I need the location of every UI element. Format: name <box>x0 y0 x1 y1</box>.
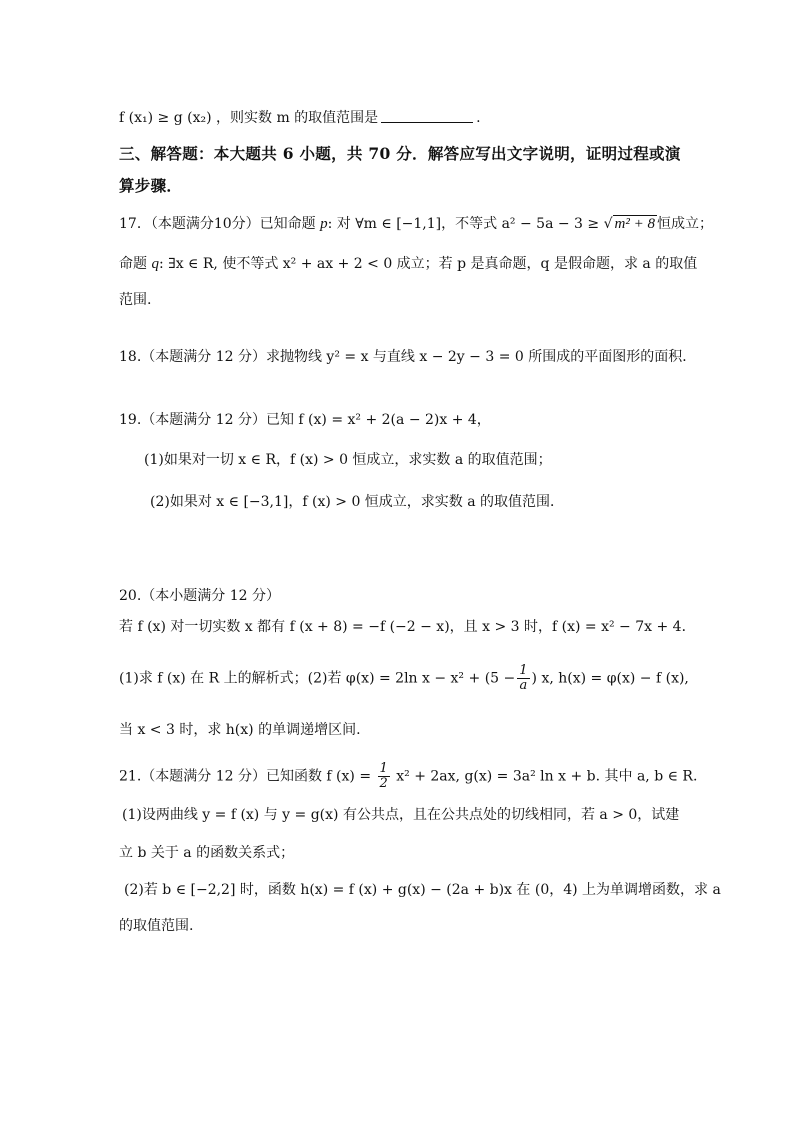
q19-line-1: 19.（本题满分 12 分）已知 f (x) = x² + 2(a − 2)x + 4， <box>119 412 491 428</box>
q21-formula: x² + 2ax, g(x) = 3a² ln x + b. 其中 a, b ∈ R. <box>396 768 698 785</box>
q20-fraction <box>517 664 529 693</box>
q21-text: 21.（本题满分 12 分）已知函数 f (x) = <box>119 768 372 785</box>
fill-in-end: . <box>476 110 481 126</box>
q20-frac-num: 1 <box>519 663 528 678</box>
q21-line-5: 的取值范围. <box>119 918 194 934</box>
q20-part-2: x, h(x) = φ(x) − f (x), <box>541 670 689 687</box>
q18-line: 18.（本题满分 12 分）求抛物线 y² = x 与直线 x − 2y − 3 = 0 所围成的平面图形的面积． <box>119 349 697 365</box>
q17-line-2 <box>119 254 697 274</box>
q17-text: 17．（本题满分10分）已知命题 <box>119 216 316 232</box>
q17-inequality: : 对 ∀m ∈ [−1,1]，不等式 a² − 5a − 3 ≥ <box>327 216 600 232</box>
q20-frac-den: a <box>519 678 528 693</box>
q17-var-q: q <box>151 256 159 272</box>
q19-line-3: (2)如果对 x ∈ [−3,1]，f (x) > 0 恒成立，求实数 a 的取值范围． <box>150 494 565 510</box>
q17-sqrt: m² + 8 <box>614 216 655 232</box>
q21-line-2: (1)设两曲线 y = f (x) 与 y = g(x) 有公共点，且在公共点处的切线相同，若 a > 0，试建 <box>122 807 680 823</box>
q20-line-1: 20.（本小题满分 12 分） <box>119 588 280 604</box>
q20-line-2: 若 f (x) 对一切实数 x 都有 f (x + 8) = −f (−2 − x)，且 x > 3 时，f (x) = x² − 7x + 4． <box>119 619 696 635</box>
q21-line-3: 立 b 关于 a 的函数关系式； <box>119 845 295 861</box>
q17-tail: 恒成立； <box>656 216 713 232</box>
q21-line-4: (2)若 b ∈ [−2,2] 时，函数 h(x) = f (x) + g(x) − (2a + b)x 在 (0，4) 上为单调增函数，求 a <box>124 882 721 898</box>
q21-line-1 <box>119 762 697 791</box>
q17-var-p: p <box>320 216 328 232</box>
fill-in-line <box>119 108 481 128</box>
q19-line-2: (1)如果对一切 x ∈ R，f (x) > 0 恒成立，求实数 a 的取值范围； <box>144 452 552 468</box>
fill-in-text: f (x₁) ≥ g (x₂) ，则实数 m 的取值范围是 <box>119 110 379 126</box>
q20-line-4: 当 x < 3 时，求 h(x) 的单调递增区间. <box>119 722 361 738</box>
section-title-line-1: 三、解答题：本大题共 6 小题，共 70 分．解答应写出文字说明，证明过程或演 <box>119 144 681 163</box>
q21-frac-den: 2 <box>379 776 388 791</box>
q20-part-1: (1)求 f (x) 在 R 上的解析式；(2)若 φ(x) = 2ln x − x² + <box>119 670 481 687</box>
section-title-line-2: 算步骤． <box>119 176 183 195</box>
answer-blank <box>381 110 473 123</box>
q17-text-2: 命题 <box>119 256 147 272</box>
q17-line-3: 范围. <box>119 292 152 308</box>
q20-line-3 <box>119 664 689 693</box>
q17-text-3: : ∃x ∈ R, 使不等式 x² + ax + 2 < 0 成立；若 p 是真命题，q 是假命题，求 a 的取值 <box>158 256 698 272</box>
q17-line-1: 17．（本题满分10分）已知命题 p: 对 ∀m ∈ [−1,1]，不等式 a² − 5a − 3 ≥ √ m² + 8 恒成立； <box>119 216 713 232</box>
q21-fraction <box>378 762 390 791</box>
q20-paren-close: ) <box>531 670 537 687</box>
q20-paren-open: (5 − <box>484 670 516 687</box>
q21-frac-num: 1 <box>379 761 388 776</box>
